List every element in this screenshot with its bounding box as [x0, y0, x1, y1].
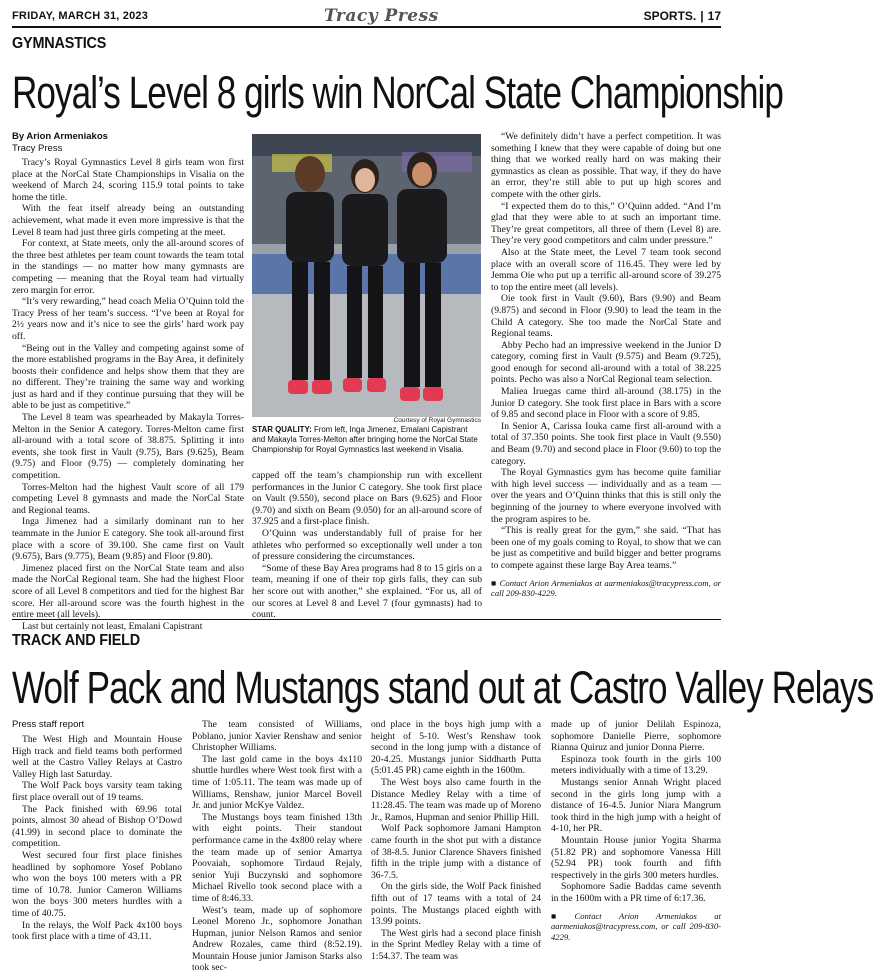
paragraph: Jimenez placed first on the NorCal State team and also made the NorCal Regional team. She had the highest Floor score of all Level 8 competitors and tied for the highest Bar score. Her all-around score was the fourth highest in the entire meet (all levels).: [12, 562, 244, 621]
paragraph: In the relays, the Wolf Pack 4x100 boys took first place with a time of 43.11.: [12, 919, 182, 943]
contact-text: Contact Arion Armeniakos at aarmeniakos@tracypress.com, or call 209-830-4229.: [491, 577, 721, 599]
paragraph: The last gold came in the boys 4x110 shuttle hurdles where West took first with a time of 1:05.11. The team was made up of Williams, Renshaw, junior Marcel Bovell Jr. and junior McKye Valdez.: [192, 753, 362, 812]
paragraph: made up of junior Delilah Espinoza, sophomore Danielle Pierre, sophomore Rianna Quiruz and junior Donna Pierre.: [551, 719, 721, 754]
paragraph: On the girls side, the Wolf Pack finished fifth out of 17 teams with a total of 24 points. The Mustangs placed eighth with 13.99 points.: [371, 881, 541, 928]
paragraph: “This is really great for the gym,” she said. “That has been one of my goals coming to Royal, to show that we can be just as competitive and build bigger and better programs to compete against these large Bay Area teams.”: [491, 525, 721, 571]
paragraph: Mustangs senior Annah Wright placed second in the girls long jump with a distance of 16-4.5. Junior Niara Mangrum took third in the high jump with a height of 4-10, her PR.: [551, 776, 721, 835]
paragraph: The West High and Mountain House High track and field teams both performed well at the Castro Valley Relays at Castro Valley High last Saturday.: [12, 734, 182, 780]
paragraph: The West boys also came fourth in the Distance Medley Relay with a time of 11:28.45. The team was made up of Moreno Jr., Ramos, Hupman and senior Phillip Hill.: [371, 776, 541, 823]
contact-marker: ■: [551, 910, 572, 921]
paragraph: Wolf Pack sophomore Jamani Hampton came fourth in the shot put with a distance of 38-8.5. Junior Clarence Shavers finished fifth in the triple jump with a distance of 36-7.5.: [371, 823, 541, 881]
paragraph: ond place in the boys high jump with a height of 5-10. West’s Renshaw took second in the long jump with a distance of 20-4.25. Mustangs junior Siddharth Putta (5:01.45 PR) came eighth in the 1600m.: [371, 719, 541, 777]
story2-column-1: [12, 734, 182, 974]
paragraph: Last but certainly not least, Emalani Capistrant: [22, 620, 203, 632]
paragraph: Mountain House junior Yogita Sharma (51.82 PR) and sophomore Vanessa Hill (52.94 PR) took fourth and fifth respectively in the girls 300 meters hurdles.: [551, 834, 721, 881]
paragraph: Torres-Melton had the highest Vault score of all 179 competing Level 8 gymnasts and made the NorCal State and Regional teams.: [12, 481, 244, 516]
paragraph: The Royal Gymnastics gym has become quite familiar with high level success — individually and as a team — over the years and O’Quinn thinks that this is still only the beginning of the journey to where everyone involved with the program aspires to be.: [491, 467, 721, 525]
story2-column-2: [192, 719, 362, 974]
story2-column-4: [551, 719, 721, 974]
paragraph: “Some of these Bay Area programs had 8 to 15 girls on a team, meaning if one of their top girls falls, they can sub her score out with another,” she explained. “For us, all of our scores at Level 8 and Level 7 (four gymnasts) had to count.: [252, 562, 482, 621]
story1-contact: [491, 578, 721, 599]
story1-headline: Royal’s Level 8 girls win NorCal State Championship: [12, 67, 784, 118]
contact-text: Contact Arion Armeniakos at aarmeniakos@tracypress.com, or call 209-830-4229.: [551, 910, 721, 942]
issue-date: FRIDAY, MARCH 31, 2023: [12, 10, 149, 22]
gymnasts-photo: [252, 134, 481, 417]
story2-headline: Wolf Pack and Mustangs stand out at Castro Valley Relays: [12, 662, 873, 713]
byline-org: Tracy Press: [12, 143, 63, 154]
paragraph: With the feat itself already being an outstanding achievement, what made it even more impressive is that the Level 8 team had just three girls competing at the meet.: [12, 203, 244, 238]
paragraph: O’Quinn was understandably full of praise for her athletes who performed so exceptionally well under a ton of pressure considering the circumstances.: [252, 527, 482, 563]
photo-credit: Courtesy of Royal Gymnastics: [393, 417, 481, 424]
paragraph: The Pack finished with 69.96 total points, almost 30 ahead of Bishop O’Dowd (41.99) in second place to dominate the competition.: [12, 803, 182, 850]
contact-marker: ■: [491, 577, 497, 588]
section-separator: |: [700, 9, 704, 23]
paragraph: Oie took first in Vault (9.60), Bars (9.90) and Beam (9.875) and second in Floor (9.90) to lead the team in the Child A category. She too made the NorCal State and Regional teams.: [491, 293, 721, 340]
paragraph: “I expected them do to this,” O’Quinn added. “And I’m glad that they were able to at such an important time. They’re great competitors, all three of them (Level 8) are. They’re very good competitors and calm under pressure.”: [491, 200, 721, 247]
story2-column-3: [371, 719, 541, 974]
paragraph: In Senior A, Carissa Iouka came first all-around with a total of 37.350 points. She took first place in Vault (9.550) and Beam (9.70) and second place in Floor (9.60) to top the category.: [491, 420, 721, 467]
paragraph: The team consisted of Williams, Poblano, junior Xavier Renshaw and senior Christopher Williams.: [192, 719, 362, 754]
story2-contact: [551, 911, 721, 943]
paragraph: Tracy’s Royal Gymnastics Level 8 girls team won first place at the NorCal State Championships in Visalia on the weekend of March 24, scoring 115.9 total points to take home the title.: [12, 157, 244, 203]
section-label: [644, 9, 721, 23]
paragraph: The Mustangs boys team finished 13th with eight points. Their standout performance came in the 4x800 relay where the team made up of senior Amartya Poovaiah, sophomore Tirdaud Rejaly, senior Yuji Buczynski and sophomore Michael Rivello took second place with a time of 8:46.33.: [192, 811, 362, 904]
story1-kicker: GYMNASTICS: [12, 35, 107, 52]
byline-author: By Arion Armeniakos: [12, 131, 108, 142]
paragraph: Espinoza took fourth in the girls 100 meters individually with a time of 13.29.: [551, 753, 721, 777]
paragraph: Also at the State meet, the Level 7 team took second place with an overall score of 116.45. They were led by Jemma Oie who put up a terrific all-around score of 39.275 to top the entire meet (all levels).: [491, 246, 721, 293]
page-number: 17: [707, 9, 721, 23]
story2-byline: Press staff report: [12, 719, 85, 730]
paragraph: Abby Pecho had an impressive weekend in the Junior D category, coming first in Vault (9.575) and Beam (9.725), good enough for second all-around with a total of 38.225 points. Pecho was also a NorCal Regional team selection.: [491, 339, 721, 386]
caption-lead: STAR QUALITY:: [252, 425, 312, 434]
story1-column-3: [491, 131, 721, 612]
photo-caption: [252, 425, 481, 455]
paragraph: West’s team, made up of sophomore Leonel Moreno Jr., sophomore Jonathan Hupman, junior Nelson Ramos and senior Andrew Rozales, came third (8:52.19). Mountain House junior Jamison Starks also took sec-: [192, 904, 362, 974]
paragraph: The Wolf Pack boys varsity team taking first place overall out of 19 teams.: [12, 780, 182, 803]
paragraph: For context, at State meets, only the all-around scores of the three best athletes per team count towards the team total in the standings — no matter how many gymnasts are competing — meaning that the Royal team had virtually zero margin for error.: [12, 238, 244, 296]
paragraph: Maliea Iruegas came third all-around (38.175) in the Junior D category. She took first place in Bars with a score of 9.85 and second place in Floor with a score of 9.85.: [491, 386, 721, 421]
paragraph: “We definitely didn’t have a perfect competition. It was something I knew that they were capable of doing but one thing that we worked really hard on was making their gymnastics as clean as possible. That way, if they do have an error, they’re still able to put up high scores and compete with the other girls.: [491, 131, 721, 200]
section-name: SPORTS.: [643, 9, 697, 23]
caption-text: From left, Inga Jimenez, Emalani Capistrant and Makayla Torres-Melton after bringing home the NorCal State Championship for Royal Gymnastics last weekend in Visalia.: [252, 425, 478, 454]
paragraph: The West girls had a second place finish in the Sprint Medley Relay with a time of 1:54.37. The team was: [371, 927, 541, 962]
paragraph: “It’s very rewarding,” head coach Melia O’Quinn told the Tracy Press of her team’s success. “I’ve been at Royal for 2½ years now and it’s nice to see the girls’ hard work pay off.: [12, 296, 244, 342]
paragraph: capped off the team’s championship run with excellent performances in the Junior C category. She took first place on Vault (9.550), second place on Bars (9.625) and Floor (9.70) and sixth on Beam (9.050) for an all-around score of 37.925 and a first-place finish.: [252, 470, 482, 528]
paragraph: West secured four first place finishes headlined by sophomore Yosef Poblano who won the boys 100 meters with a PR time of 10.78. Junior Cameron Williams won the boys 300 meters hurdles with a time of 40.75.: [12, 849, 182, 919]
story1-column-2: [252, 470, 482, 621]
story2-kicker: TRACK AND FIELD: [12, 632, 140, 649]
page-header: [12, 6, 721, 28]
story1-column-1: [12, 157, 244, 632]
paragraph: The Level 8 team was spearheaded by Makayla Torres-Melton in the Senior A category. Torres-Melton came first all-around with a total score of 38.875. Splitting it into events, she took first in Vault (9.75), Bars (9.625), Beam (9.75) and Floor (9.75) — completely dominating her competition.: [12, 412, 244, 482]
section-divider: [12, 619, 721, 620]
paragraph: “Being out in the Valley and competing against some of the more established programs in the Bay Area, it definitely boosts their confidence and helps show them that they are no different. They’re training the same way and working just as hard and if they continue pursuing that they will be able to be just as competitive.”: [12, 342, 244, 412]
masthead-logo: Tracy Press: [324, 6, 439, 26]
paragraph: Inga Jimenez had a similarly dominant run to her teammate in the Junior E category. She took all-around first place with a score of 39.100. She came first on Vault (9.675), Bars (9.775), Beam (9.85) and Floor (9.80).: [12, 516, 244, 563]
paragraph: Sophomore Sadie Baddas came seventh in the 1600m with a PR time of 6:17.36.: [551, 881, 721, 904]
story1-byline: [12, 131, 244, 155]
